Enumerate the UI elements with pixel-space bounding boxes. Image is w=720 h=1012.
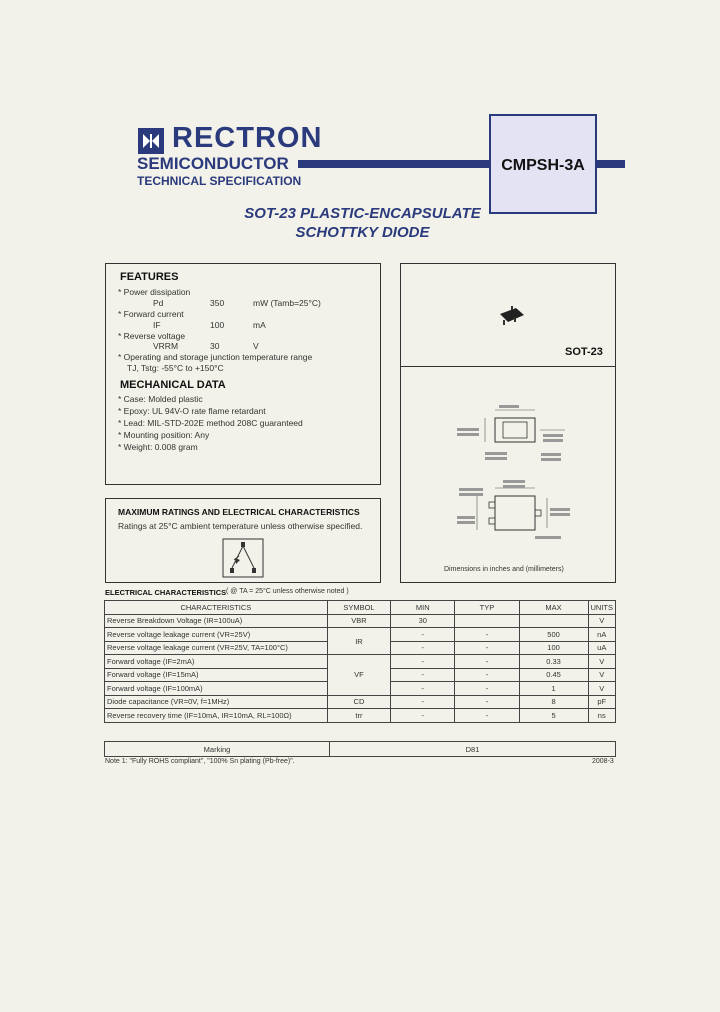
feature-voltage-value: 30 <box>210 341 220 351</box>
cell-max: 1 <box>519 682 588 696</box>
cell-unit: V <box>588 682 616 696</box>
feature-temp-value: TJ, Tstg: -55°C to +150°C <box>127 363 224 373</box>
cell-typ: - <box>455 682 519 696</box>
feature-current-label: * Forward current <box>118 309 184 319</box>
feature-temp-label: * Operating and storage junction temperature range <box>118 352 313 362</box>
cell-unit: V <box>588 668 616 682</box>
cell-min: - <box>391 695 455 709</box>
mechanical-item: * Epoxy: UL 94V-O rate flame retardant <box>118 406 266 416</box>
cell-max <box>519 614 588 628</box>
cell-symbol: CD <box>327 695 390 709</box>
mechanical-item: * Case: Molded plastic <box>118 394 203 404</box>
feature-power-unit: mW (Tamb=25°C) <box>253 298 321 308</box>
package-label: SOT-23 <box>565 346 603 358</box>
mechanical-heading: MECHANICAL DATA <box>120 379 226 391</box>
feature-voltage-unit: V <box>253 341 259 351</box>
brand-subtitle: SEMICONDUCTOR <box>137 154 289 173</box>
brand-tagline: TECHNICAL SPECIFICATION <box>137 174 302 188</box>
cell-min: - <box>391 668 455 682</box>
part-number: CMPSH-3A <box>501 157 585 174</box>
cell-typ: - <box>455 709 519 723</box>
cell-unit: uA <box>588 641 616 655</box>
cell-typ: - <box>455 641 519 655</box>
header-rule-left <box>298 160 489 168</box>
column-header: CHARACTERISTICS <box>105 601 328 615</box>
cell-unit: V <box>588 614 616 628</box>
column-header: MAX <box>519 601 588 615</box>
feature-voltage-label: * Reverse voltage <box>118 331 186 341</box>
cell-min: 30 <box>391 614 455 628</box>
table-row <box>105 695 616 709</box>
cell-max: 8 <box>519 695 588 709</box>
table-row <box>105 655 616 669</box>
doc-title-line2: SCHOTTKY DIODE <box>295 224 430 241</box>
marking-value: D81 <box>330 742 616 757</box>
cell-max: 0.45 <box>519 668 588 682</box>
features-heading: FEATURES <box>120 271 179 283</box>
cell-characteristic: Reverse recovery time (IF=10mA, IR=10mA, RL=100Ω) <box>105 709 328 723</box>
column-header: UNITS <box>588 601 616 615</box>
table-row <box>105 709 616 723</box>
cell-typ <box>455 614 519 628</box>
ec-heading: ELECTRICAL CHARACTERISTICS <box>105 588 227 597</box>
cell-symbol: VBR <box>327 614 390 628</box>
cell-min: - <box>391 709 455 723</box>
cell-characteristic: Reverse voltage leakage current (VR=25V, TA=100°C) <box>105 641 328 655</box>
rectron-logo-icon <box>138 128 164 154</box>
ratings-note: Ratings at 25°C ambient temperature unless otherwise specified. <box>118 521 363 531</box>
sot23-side-view-drawing <box>455 478 575 553</box>
sot23-top-view-drawing <box>455 400 575 475</box>
feature-power-value: 350 <box>210 298 225 308</box>
cell-characteristic: Reverse voltage leakage current (VR=25V) <box>105 628 328 642</box>
cell-characteristic: Forward voltage (IF=100mA) <box>105 682 328 696</box>
footer-date: 2008-3 <box>592 758 614 765</box>
doc-title-line1: SOT-23 PLASTIC-ENCAPSULATE <box>244 205 481 222</box>
cell-typ: - <box>455 628 519 642</box>
marking-label: Marking <box>105 742 330 757</box>
cell-characteristic: Forward voltage (IF=15mA) <box>105 668 328 682</box>
package-dims-caption: Dimensions in inches and (millimeters) <box>444 566 564 573</box>
ec-condition: ( @ TA = 25°C unless otherwise noted ) <box>226 588 349 595</box>
electrical-characteristics-table <box>104 600 616 723</box>
column-header: TYP <box>455 601 519 615</box>
cell-min: - <box>391 628 455 642</box>
feature-power-symbol: Pd <box>153 298 164 308</box>
cell-unit: pF <box>588 695 616 709</box>
cell-characteristic: Forward voltage (IF=2mA) <box>105 655 328 669</box>
table-row <box>105 614 616 628</box>
footer-note: Note 1: "Fully ROHS compliant", "100% Sn plating (Pb-free)". <box>105 758 295 765</box>
cell-typ: - <box>455 655 519 669</box>
cell-min: - <box>391 655 455 669</box>
feature-current-value: 100 <box>210 320 225 330</box>
mechanical-item: * Mounting position: Any <box>118 430 210 440</box>
cell-max: 5 <box>519 709 588 723</box>
column-header: MIN <box>391 601 455 615</box>
package-panel-divider <box>400 366 616 367</box>
cell-characteristic: Reverse Breakdown Voltage (IR=100uA) <box>105 614 328 628</box>
feature-current-unit: mA <box>253 320 266 330</box>
feature-current-symbol: IF <box>153 320 161 330</box>
table-row <box>105 742 616 757</box>
cell-symbol: IR <box>327 628 390 655</box>
ratings-heading: MAXIMUM RATINGS AND ELECTRICAL CHARACTERISTICS <box>118 507 360 517</box>
cell-characteristic: Diode capacitance (VR=0V, f=1MHz) <box>105 695 328 709</box>
diode-schematic-icon <box>222 538 264 583</box>
column-header: SYMBOL <box>327 601 390 615</box>
cell-unit: ns <box>588 709 616 723</box>
cell-max: 100 <box>519 641 588 655</box>
cell-symbol: trr <box>327 709 390 723</box>
cell-unit: V <box>588 655 616 669</box>
cell-unit: nA <box>588 628 616 642</box>
header-rule-right <box>597 160 625 168</box>
brand-name: RECTRON <box>172 122 323 154</box>
cell-max: 500 <box>519 628 588 642</box>
cell-symbol: VF <box>327 655 390 696</box>
sot23-package-icon <box>497 305 527 332</box>
cell-max: 0.33 <box>519 655 588 669</box>
feature-power-label: * Power dissipation <box>118 287 191 297</box>
marking-table <box>104 741 616 757</box>
cell-typ: - <box>455 668 519 682</box>
table-header-row <box>105 601 616 615</box>
mechanical-item: * Lead: MIL-STD-202E method 208C guaranteed <box>118 418 303 428</box>
cell-min: - <box>391 682 455 696</box>
cell-min: - <box>391 641 455 655</box>
cell-typ: - <box>455 695 519 709</box>
mechanical-item: * Weight: 0.008 gram <box>118 442 198 452</box>
feature-voltage-symbol: VRRM <box>153 341 179 351</box>
table-row <box>105 628 616 642</box>
